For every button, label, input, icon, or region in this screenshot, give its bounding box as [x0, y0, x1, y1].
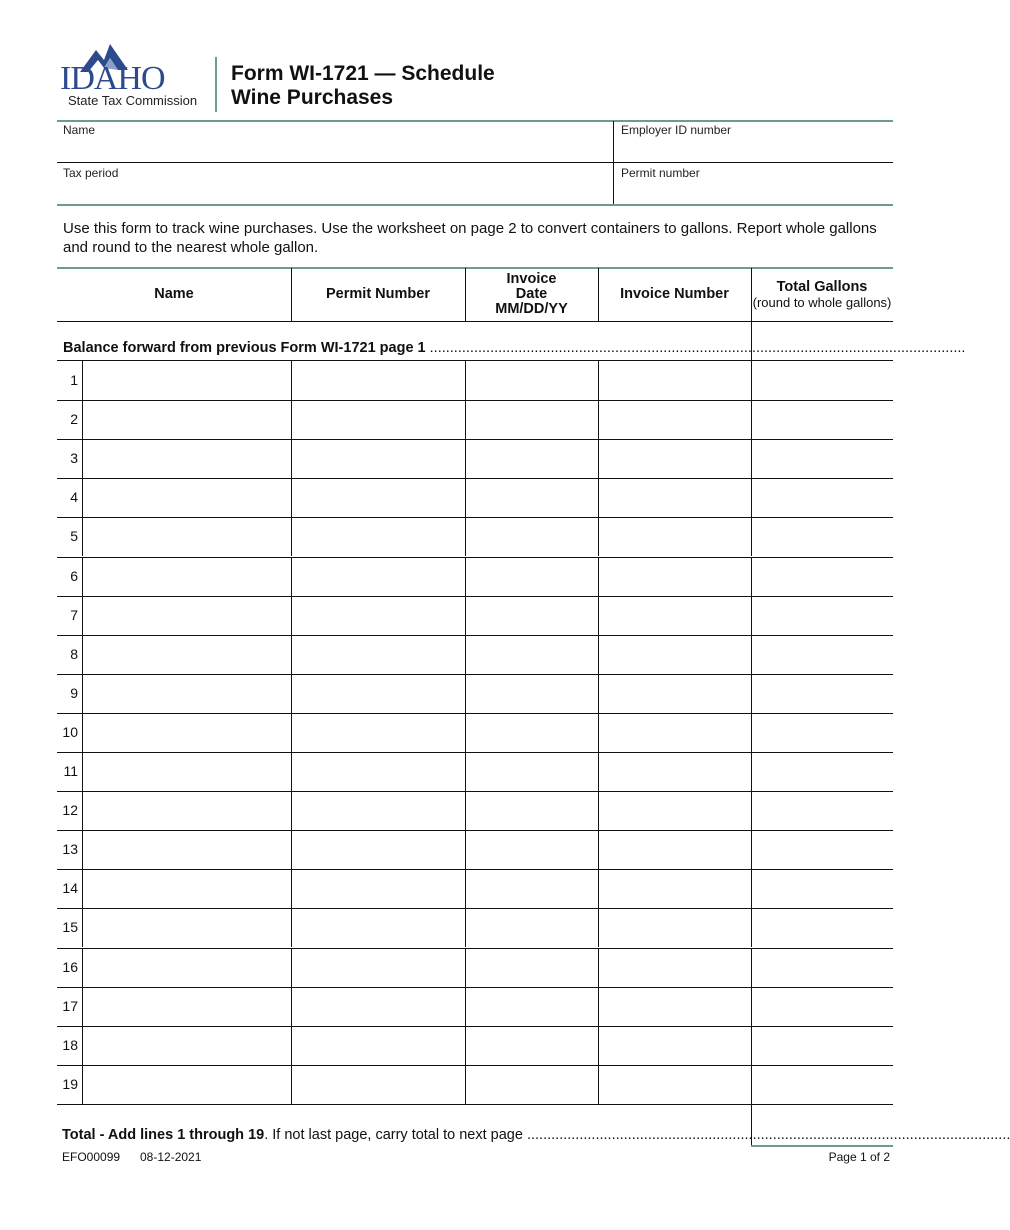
permit-number-cell-input[interactable] [292, 479, 465, 516]
name-cell-input[interactable] [82, 792, 291, 829]
total-gallons-cell-input[interactable] [752, 401, 893, 438]
row-number: 1 [70, 372, 78, 388]
total-gallons-cell-input[interactable] [752, 558, 893, 595]
invoice-number-cell-input[interactable] [599, 792, 751, 829]
invoice-number-cell-input[interactable] [599, 949, 751, 986]
total-gallons-input[interactable] [752, 1105, 893, 1145]
fields-bottom-rule [57, 204, 893, 206]
name-cell-input[interactable] [82, 870, 291, 907]
name-cell-input[interactable] [82, 401, 291, 438]
employer-id-field[interactable]: Employer ID number [621, 123, 732, 137]
row-number: 15 [62, 919, 78, 936]
invoice-date-cell-input[interactable] [466, 831, 598, 868]
total-gallons-cell-input[interactable] [752, 988, 893, 1025]
invoice-date-cell-input[interactable] [466, 675, 598, 712]
invoice-date-cell-input[interactable] [466, 518, 598, 555]
permit-number-cell-input[interactable] [292, 675, 465, 712]
name-cell-input[interactable] [82, 675, 291, 712]
row-number: 8 [70, 645, 78, 662]
permit-number-cell-input[interactable] [292, 831, 465, 868]
form-title [231, 62, 495, 110]
balance-forward-label [63, 340, 966, 356]
tax-period-field[interactable]: Tax period [63, 166, 119, 180]
invoice-number-cell-input[interactable] [599, 753, 751, 790]
row-number: 14 [62, 880, 78, 897]
permit-number-cell-input[interactable] [292, 1066, 465, 1103]
invoice-date-cell-input[interactable] [466, 870, 598, 907]
permit-number-cell-input[interactable] [292, 597, 465, 634]
fields-top-rule [57, 120, 893, 122]
invoice-date-cell-input[interactable] [466, 1027, 598, 1064]
permit-number-cell-input[interactable] [292, 362, 465, 399]
page-number: Page 1 of 2 [828, 1150, 890, 1164]
total-text: . If not last page, carry total to next page [264, 1127, 523, 1143]
name-cell-input[interactable] [82, 479, 291, 516]
header-name: Name [154, 286, 194, 302]
invoice-date-cell-input[interactable] [466, 362, 598, 399]
permit-number-cell-input[interactable] [292, 518, 465, 555]
invoice-date-cell-input[interactable] [466, 479, 598, 516]
invoice-date-cell-input[interactable] [466, 597, 598, 634]
row-number: 4 [70, 489, 78, 506]
invoice-number-cell-input[interactable] [599, 870, 751, 907]
total-gallons-cell-input[interactable] [752, 909, 893, 946]
permit-number-cell-input[interactable] [292, 401, 465, 438]
header-sep-4 [751, 268, 752, 321]
invoice-date-cell-input[interactable] [466, 909, 598, 946]
invoice-number-cell-input[interactable] [599, 401, 751, 438]
header-total-gallons [751, 268, 893, 321]
invoice-date-cell-input[interactable] [466, 440, 598, 477]
name-cell-input[interactable] [82, 949, 291, 986]
row-number: 19 [62, 1075, 78, 1092]
total-gallons-cell-input[interactable] [752, 714, 893, 751]
permit-number-cell-input[interactable] [292, 753, 465, 790]
total-gallons-cell-input[interactable] [752, 870, 893, 907]
header-gallons-note: (round to whole gallons) [752, 294, 892, 310]
total-gallons-cell-input[interactable] [752, 675, 893, 712]
name-cell-input[interactable] [82, 597, 291, 634]
permit-number-cell-input[interactable] [292, 558, 465, 595]
total-gallons-cell-input[interactable] [752, 831, 893, 868]
table-bottom-rule [751, 1145, 893, 1147]
permit-number-cell-input[interactable] [292, 1027, 465, 1064]
invoice-number-cell-input[interactable] [599, 597, 751, 634]
total-gallons-cell-input[interactable] [752, 362, 893, 399]
row-number: 11 [63, 763, 78, 779]
permit-number-cell-input[interactable] [292, 636, 465, 673]
header-sep-1 [291, 268, 292, 321]
total-gallons-cell-input[interactable] [752, 597, 893, 634]
name-cell-input[interactable] [82, 440, 291, 477]
invoice-number-cell-input[interactable] [599, 558, 751, 595]
header-date-line3: MM/DD/YY [495, 301, 568, 317]
row-number: 16 [62, 958, 78, 975]
balance-forward-bold: Balance forward from previous Form WI-1721 page 1 [63, 340, 426, 356]
total-gallons-cell-input[interactable] [752, 636, 893, 673]
invoice-number-cell-input[interactable] [599, 675, 751, 712]
header-permit-number: Permit Number [326, 286, 430, 302]
header-date-line2: Date [515, 286, 548, 302]
invoice-date-cell-input[interactable] [466, 753, 598, 790]
invoice-number-cell-input[interactable] [599, 362, 751, 399]
invoice-date-cell-input[interactable] [466, 401, 598, 438]
permit-number-cell-input[interactable] [292, 792, 465, 829]
idaho-logo [58, 40, 208, 112]
header-sep-2 [465, 268, 466, 321]
name-cell-input[interactable] [82, 909, 291, 946]
total-gallons-cell-input[interactable] [752, 479, 893, 516]
row-number: 2 [70, 411, 78, 428]
name-cell-input[interactable] [82, 831, 291, 868]
name-cell-input[interactable] [82, 1066, 291, 1103]
total-bold: Total - Add lines 1 through 19 [62, 1127, 265, 1143]
row-number: 17 [62, 997, 78, 1014]
name-cell-input[interactable] [82, 988, 291, 1025]
permit-number-field[interactable]: Permit number [621, 166, 700, 180]
total-leader: ........................................................................................................................ [522, 1127, 1010, 1143]
row-number: 13 [62, 841, 78, 858]
row-number: 6 [70, 567, 78, 584]
row-number: 7 [70, 606, 78, 623]
title-line-2: Wine Purchases [231, 86, 394, 109]
balance-forward-gallons-input[interactable] [752, 322, 893, 360]
header-gallons-label: Total Gallons [776, 278, 868, 295]
invoice-date-cell-input[interactable] [466, 1066, 598, 1103]
agency-name: State Tax Commission [68, 93, 198, 108]
fields-divider [613, 121, 614, 204]
row-number: 5 [70, 528, 78, 545]
invoice-date-cell-input[interactable] [466, 636, 598, 673]
total-label [62, 1127, 1010, 1143]
form-date: 08-12-2021 [140, 1150, 202, 1164]
permit-number-cell-input[interactable] [292, 714, 465, 751]
row-number: 12 [62, 802, 78, 819]
header-date-line1: Invoice [506, 271, 557, 287]
total-gallons-cell-input[interactable] [752, 518, 893, 555]
permit-number-cell-input[interactable] [292, 949, 465, 986]
row-number: 10 [62, 723, 78, 740]
row-number: 9 [70, 684, 78, 701]
logo-wordmark: IDAHO [60, 60, 165, 97]
rows-top-rule [57, 360, 893, 361]
total-gallons-cell-input[interactable] [752, 440, 893, 477]
header-sep-3 [598, 268, 599, 321]
total-gallons-cell-input[interactable] [752, 1027, 893, 1064]
invoice-number-cell-input[interactable] [599, 1066, 751, 1103]
fields-mid-rule [57, 162, 893, 163]
header-invoice-number: Invoice Number [620, 286, 729, 302]
invoice-number-cell-input[interactable] [599, 479, 751, 516]
total-gallons-cell-input[interactable] [752, 753, 893, 790]
name-cell-input[interactable] [82, 362, 291, 399]
instructions-text: Use this form to track wine purchases. Use the worksheet on page 2 to convert containers to gallons. Report whole gallons and round to the nearest whole gallon. [63, 220, 877, 256]
permit-number-cell-input[interactable] [292, 988, 465, 1025]
balance-forward-leader: ..................................................................................................................................... [425, 340, 966, 356]
name-cell-input[interactable] [82, 1027, 291, 1064]
name-cell-input[interactable] [82, 636, 291, 673]
total-gallons-cell-input[interactable] [752, 1066, 893, 1103]
invoice-date-cell-input[interactable] [466, 949, 598, 986]
invoice-number-cell-input[interactable] [599, 831, 751, 868]
form-code: EFO00099 [62, 1150, 121, 1164]
permit-number-cell-input[interactable] [292, 909, 465, 946]
name-cell-input[interactable] [82, 753, 291, 790]
permit-number-cell-input[interactable] [292, 440, 465, 477]
permit-number-cell-input[interactable] [292, 870, 465, 907]
invoice-number-cell-input[interactable] [599, 909, 751, 946]
name-cell-input[interactable] [82, 558, 291, 595]
invoice-number-cell-input[interactable] [599, 988, 751, 1025]
invoice-date-cell-input[interactable] [466, 714, 598, 751]
name-cell-input[interactable] [82, 518, 291, 555]
invoice-number-cell-input[interactable] [599, 714, 751, 751]
total-gallons-cell-input[interactable] [752, 949, 893, 986]
invoice-date-cell-input[interactable] [466, 558, 598, 595]
header-invoice-date [465, 268, 598, 321]
invoice-number-cell-input[interactable] [599, 1027, 751, 1064]
name-field[interactable]: Name [63, 123, 96, 137]
name-cell-input[interactable] [82, 714, 291, 751]
title-line-1: Form WI-1721 — Schedule [231, 62, 495, 85]
invoice-number-cell-input[interactable] [599, 636, 751, 673]
invoice-number-cell-input[interactable] [599, 518, 751, 555]
row-number: 3 [70, 450, 78, 467]
header-divider [215, 57, 217, 112]
invoice-number-cell-input[interactable] [599, 440, 751, 477]
invoice-date-cell-input[interactable] [466, 792, 598, 829]
row-number: 18 [62, 1036, 78, 1053]
total-gallons-cell-input[interactable] [752, 792, 893, 829]
invoice-date-cell-input[interactable] [466, 988, 598, 1025]
